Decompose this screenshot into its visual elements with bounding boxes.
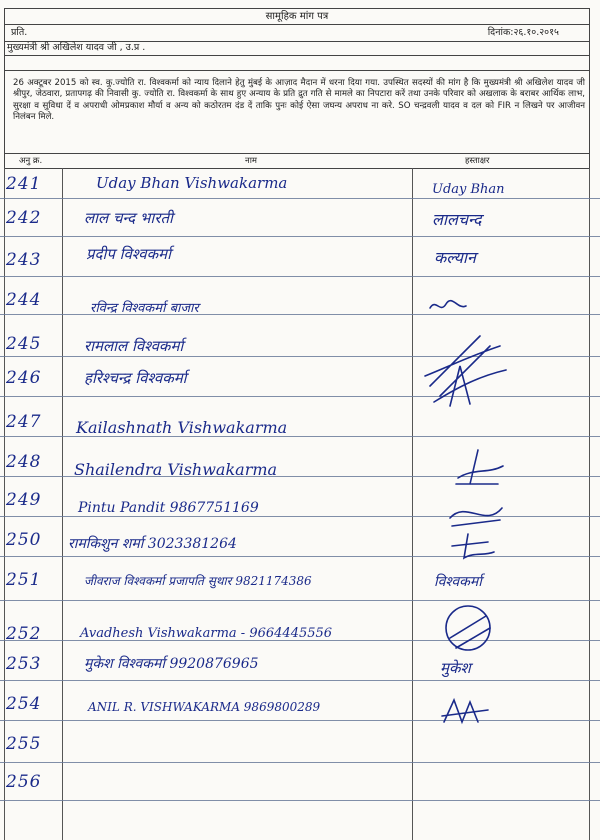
table-row	[0, 490, 600, 520]
date-field: दिनांक:२६.१०.२०१५	[487, 27, 559, 38]
entry-signature: विश्वकर्मा	[434, 574, 482, 590]
table-row	[0, 334, 600, 364]
entry-signature: कल्यान	[434, 248, 476, 267]
table-row	[0, 174, 600, 204]
signature-scribble	[428, 296, 468, 316]
table-row	[0, 654, 600, 684]
serial-number: 247	[6, 412, 42, 432]
entry-signature: मुकेश	[440, 659, 471, 677]
table-row	[0, 290, 600, 320]
entry-name: रामकिशुन शर्मा 3023381264	[68, 536, 237, 552]
column-header	[4, 154, 590, 169]
table-row	[0, 452, 600, 482]
entry-signature: लालचन्द	[432, 210, 482, 229]
entry-name: जीवराज विश्वकर्मा प्रजापति सुथार 9821174386	[84, 574, 312, 588]
entry-name: Pintu Pandit 9867751169	[78, 500, 259, 516]
table-row	[0, 734, 600, 764]
table-row	[0, 412, 600, 442]
entry-name: Uday Bhan Vishwakarma	[96, 174, 288, 192]
signature-scribble	[446, 498, 506, 532]
signature-scribble	[440, 696, 490, 726]
serial-number: 245	[6, 334, 42, 354]
entry-name: Kailashnath Vishwakarma	[76, 418, 288, 437]
table-row	[0, 624, 600, 654]
table-row	[0, 694, 600, 724]
addressee-row	[4, 40, 590, 56]
entry-signature: Uday Bhan	[432, 182, 505, 197]
serial-number: 255	[6, 734, 42, 754]
serial-number: 241	[6, 174, 42, 194]
table-row	[0, 570, 600, 600]
table-row	[0, 208, 600, 238]
entry-name: रविन्द्र विश्वकर्मा बाजार	[90, 301, 199, 316]
entry-name: मुकेश विश्वकर्मा 9920876965	[84, 656, 259, 672]
table-row	[0, 530, 600, 560]
document-title-text: सामूहिक मांग पत्र	[265, 11, 329, 22]
entry-name: Shailendra Vishwakarma	[74, 460, 278, 479]
table-row	[0, 772, 600, 802]
serial-column-header: अनु क्र.	[19, 156, 43, 166]
table-row	[0, 245, 600, 280]
signature-column-header: हस्ताक्षर	[465, 156, 490, 166]
signature-scribble	[438, 598, 498, 658]
signature-scribble	[448, 532, 498, 562]
demand-paragraph-text: 26 अक्टूबर 2015 को स्व. कु.ज्योति रा. विश्वकर्मा को न्याय दिलाने हेतु मुंबई के आज़ाद मैदान में धरना दिया गया. उपस्थित सदस्यों की मांग है कि मुख्यमंत्री श्री अखिलेश यादव जी श्रीपुर, जेठवारा, प्रतापगढ़ की निवासी कु. ज्योति रा. विश्वकर्मा के साथ हुए अन्याय के प्रति द्रुत गति से मामले का निपटारा करें तथा उनके परिवार को अखलाक के बराबर आर्थिक लाभ, सुरक्षा व सुविधा दें व अपराधी ओमप्रकाश मौर्या व अन्य को कठोरतम दंड दें ताकि पुनः कोई ऐसा जघन्य अपराध ना करे. SO चन्द्रवली यादव व दल को FIR न लिखने पर आजीवन निलंबन मिले.	[13, 78, 585, 123]
addressee-text: मुख्यमंत्री श्री अखिलेश यादव जी , उ.प्र .	[7, 42, 146, 53]
blank-row	[4, 55, 590, 71]
demand-paragraph	[4, 70, 590, 154]
serial-number: 256	[6, 772, 42, 792]
serial-number: 244	[6, 290, 42, 310]
ruled-line	[0, 600, 600, 601]
serial-number: 251	[6, 570, 42, 590]
signature-scribble	[448, 448, 508, 488]
serial-number: 248	[6, 452, 42, 472]
serial-number: 246	[6, 368, 42, 388]
table-row	[0, 368, 600, 398]
entry-name: Avadhesh Vishwakarma - 9664445556	[80, 626, 333, 641]
entry-name: ANIL R. VISHWAKARMA 9869800289	[88, 700, 321, 714]
serial-number: 250	[6, 530, 42, 550]
signature-scribble	[420, 326, 510, 416]
serial-number: 254	[6, 694, 42, 714]
entry-name: रामलाल विश्वकर्मा	[84, 337, 184, 355]
entry-name: प्रदीप विश्वकर्मा	[86, 245, 171, 263]
name-column-header: नाम	[245, 156, 258, 166]
serial-number: 253	[6, 654, 42, 674]
serial-number: 243	[6, 250, 42, 270]
entry-name: लाल चन्द भारती	[84, 209, 173, 227]
entry-name: हरिश्चन्द्र विश्वकर्मा	[84, 369, 187, 387]
serial-number: 252	[6, 624, 42, 644]
prati-label: प्रति.	[11, 27, 28, 38]
serial-number: 242	[6, 208, 42, 228]
document-title	[4, 8, 590, 25]
serial-number: 249	[6, 490, 42, 510]
